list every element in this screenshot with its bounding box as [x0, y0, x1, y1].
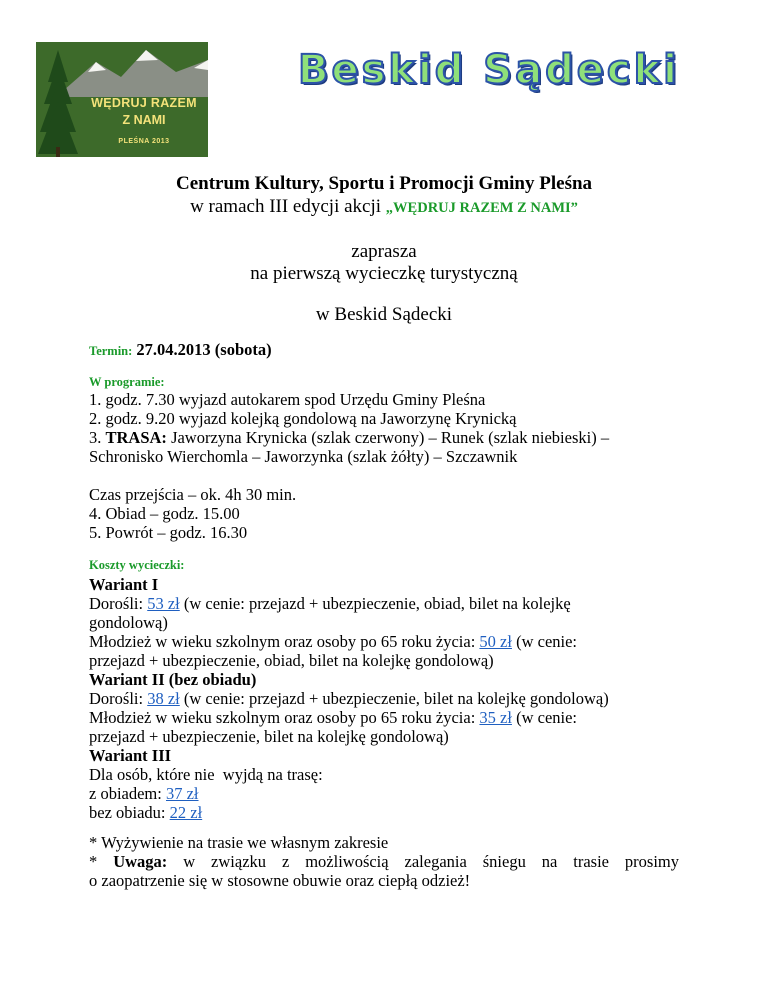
- note-warning: [89, 852, 679, 871]
- program-item-3-prefix: 3.: [89, 428, 106, 447]
- price-link[interactable]: 37 zł: [165, 784, 199, 803]
- logo-line-2: Z NAMI: [122, 113, 166, 127]
- price-link[interactable]: 22 zł: [169, 803, 203, 822]
- adults-label: Dorośli:: [89, 594, 148, 613]
- notes: [89, 833, 679, 890]
- price-link[interactable]: 35 zł: [479, 708, 512, 727]
- with-lunch-label: z obiadem:: [89, 784, 166, 803]
- term-value: 27.04.2013 (sobota): [136, 340, 272, 359]
- organizer-heading: Centrum Kultury, Sportu i Promocji Gminy Pleśna: [175, 173, 593, 194]
- term-line: [89, 340, 689, 360]
- price-details: (w cenie:: [511, 632, 578, 651]
- program-item-5: 5. Powrót – godz. 16.30: [89, 523, 248, 542]
- adults-label: Dorośli:: [89, 689, 148, 708]
- program-label: W programie:: [89, 375, 165, 389]
- program-item-1: 1. godz. 7.30 wyjazd autokarem spod Urzędu Gminy Pleśna: [89, 390, 486, 409]
- program-item-2: 2. godz. 9.20 wyjazd kolejką gondolową na Jaworzynę Krynicką: [89, 409, 517, 428]
- term-label: Termin:: [89, 344, 133, 358]
- variant-1-adults: [89, 594, 689, 613]
- variant-1-adults-cont: gondolową): [89, 613, 168, 632]
- program-item-3: [89, 428, 689, 447]
- variant-3-without-lunch: [89, 803, 689, 822]
- costs-list: [89, 575, 689, 822]
- note-bullet: *: [89, 852, 114, 871]
- variant-3-with-lunch: [89, 784, 689, 803]
- price-link[interactable]: 38 zł: [147, 689, 180, 708]
- price-link[interactable]: 50 zł: [479, 632, 512, 651]
- variant-1-youth-cont: przejazd + ubezpieczenie, obiad, bilet na kolejkę gondolową): [89, 651, 494, 670]
- edition-prefix: w ramach III edycji akcji: [190, 196, 386, 217]
- edition-line: [0, 196, 768, 218]
- without-lunch-label: bez obiadu:: [89, 803, 170, 822]
- route-label: TRASA:: [105, 428, 167, 447]
- costs-label: Koszty wycieczki:: [89, 558, 185, 572]
- event-logo: [36, 42, 208, 157]
- price-details: (w cenie: przejazd + ubezpieczenie, obiad, bilet na kolejkę: [179, 594, 571, 613]
- note-food: * Wyżywienie na trasie we własnym zakresie: [89, 833, 389, 852]
- variant-2-youth-cont: przejazd + ubezpieczenie, bilet na kolejkę gondolową): [89, 727, 449, 746]
- spacer: [89, 466, 689, 485]
- destination-line: w Beskid Sądecki: [315, 304, 453, 325]
- note-warning-cont: o zaopatrzenie się w stosowne obuwie oraz ciepłą odzież!: [89, 871, 471, 890]
- logo-line-1: WĘDRUJ RAZEM: [91, 96, 197, 110]
- youth-label: Młodzież w wieku szkolnym oraz osoby po 65 roku życia:: [89, 708, 480, 727]
- variant-1-youth: [89, 632, 689, 651]
- variant-1-title: Wariant I: [89, 575, 159, 594]
- warning-text: w związku z możliwością zalegania śniegu na trasie prosimy: [167, 852, 680, 871]
- banner-title: Beskid Sądecki: [298, 47, 680, 93]
- variant-2-adults: [89, 689, 689, 708]
- program-list: [89, 390, 689, 542]
- campaign-name: „WĘDRUJ RAZEM Z NAMI”: [385, 200, 578, 216]
- route-part-1: Jaworzyna Krynicka (szlak czerwony) – Runek (szlak niebieski) –: [166, 428, 610, 447]
- variant-2-youth: [89, 708, 689, 727]
- logo-line-3: PLEŚNA 2013: [118, 138, 170, 145]
- invites-line: zaprasza: [351, 241, 417, 262]
- price-details: (w cenie:: [511, 708, 578, 727]
- youth-label: Młodzież w wieku szkolnym oraz osoby po 65 roku życia:: [89, 632, 480, 651]
- invites-line-2: na pierwszą wycieczkę turystyczną: [250, 263, 518, 284]
- warning-label: Uwaga:: [113, 852, 168, 871]
- program-item-4: 4. Obiad – godz. 15.00: [89, 504, 240, 523]
- walk-time: Czas przejścia – ok. 4h 30 min.: [89, 485, 297, 504]
- route-part-2: Schronisko Wierchomla – Jaworzynka (szlak żółty) – Szczawnik: [89, 447, 518, 466]
- variant-2-title: Wariant II (bez obiadu): [89, 670, 257, 689]
- price-link[interactable]: 53 zł: [147, 594, 180, 613]
- variant-3-desc: Dla osób, które nie wyjdą na trasę:: [89, 765, 323, 784]
- price-details: (w cenie: przejazd + ubezpieczenie, bilet na kolejkę gondolową): [179, 689, 609, 708]
- variant-3-title: Wariant III: [89, 746, 172, 765]
